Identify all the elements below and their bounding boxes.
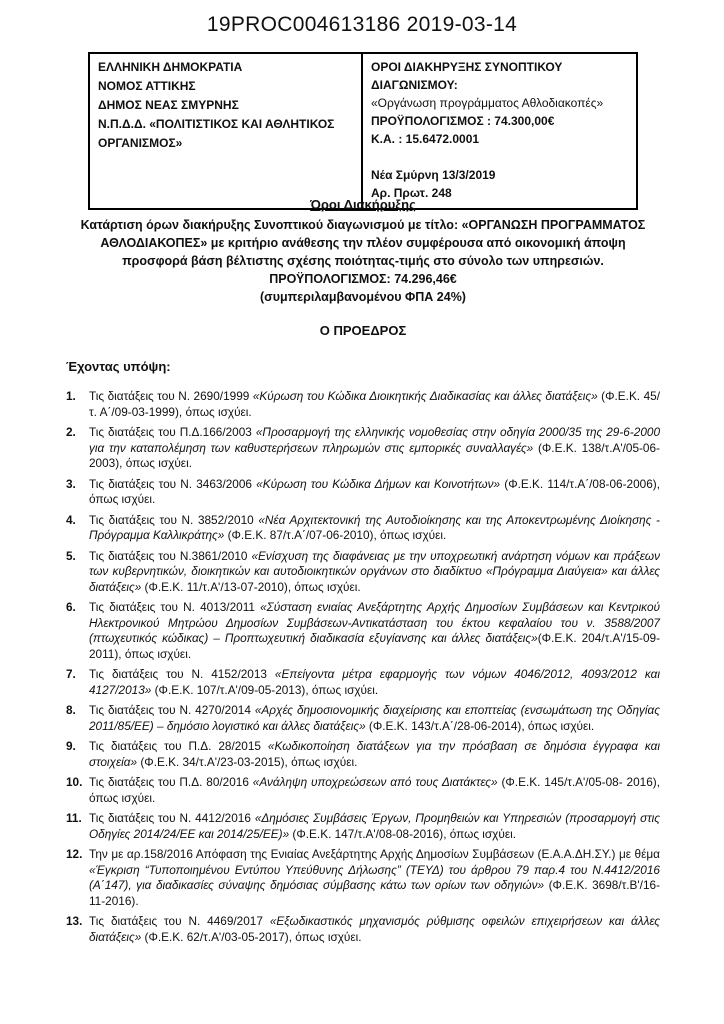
president-heading: Ο ΠΡΟΕΔΡΟΣ [319,323,407,338]
list-item [66,739,660,770]
list-item [66,389,660,420]
list-item-text [89,703,660,734]
list-item [66,425,660,472]
list-item [66,847,660,909]
text-segment: (Φ.Ε.Κ. 11/τ.Α'/13-07-2010), όπως ισχύει. [141,579,361,594]
list-item-number: 11. [66,811,82,825]
document-body [66,197,660,950]
list-item-text [89,549,660,596]
text-segment: Τις διατάξεις του Ν. 3463/2006 [89,476,257,491]
text-segment: Τις διατάξεις του Ν. 3852/2010 [89,512,259,527]
list-item [66,914,660,945]
header-line: Ν.Π.Δ.Δ. «ΠΟΛΙΤΙΣΤΙΚΟΣ ΚΑΙ ΑΘΛΗΤΙΚΟΣ ΟΡΓΑΝΙΣΜΟΣ» [98,117,335,150]
text-segment: Τις διατάξεις του Ν. 4270/2014 [89,703,255,717]
text-segment: (Φ.Ε.Κ. 143/τ.Α΄/28-06-2014), όπως ισχύει. [365,718,595,733]
text-segment: (Φ.Ε.Κ. 107/τ.Α'/09-05-2013), όπως ισχύει. [151,682,379,697]
list-item-number: 2. [66,425,76,439]
list-item-text [89,667,660,698]
list-item-number: 10. [66,775,83,789]
header-line: ΝΟΜΟΣ ΑΤΤΙΚΗΣ [98,79,196,93]
header-line: ΔΗΜΟΣ ΝΕΑΣ ΣΜΥΡΝΗΣ [98,98,239,112]
list-item [66,811,660,842]
law-title-segment: «Εξωδικαστικός μηχανισμός ρύθμισης οφειλών επιχειρήσεων και άλλες διατάξεις» [89,914,660,944]
list-item-text [89,775,660,806]
list-item-text [89,513,660,544]
list-item-number: 3. [66,476,76,491]
text-segment: Τις διατάξεις του Π.Δ. 80/2016 [89,775,253,789]
text-segment: (Φ.Ε.Κ. 62/τ.Α'/03-05-2017), όπως ισχύει. [141,929,362,944]
issuer-cell [90,54,361,208]
text-segment: (Φ.Ε.Κ. 45/τ. Α΄/09-03-1999), όπως ισχύει. [89,389,660,419]
text-segment: Τις διατάξεις του Π.Δ. 28/2015 [89,739,268,753]
law-title-segment: «Νέα Αρχιτεκτονική της Αυτοδιοίκησης και της Αποκεντρωμένης Διοίκησης - Πρόγραμμα Καλλικράτης» [89,512,660,542]
text-segment: (Φ.Ε.Κ. 204/τ.Α'/15-09-2011), όπως ισχύει. [89,631,661,661]
list-item [66,600,660,662]
text-segment: Τις διατάξεις του Ν.3861/2010 [89,548,252,563]
list-item-text [89,914,660,945]
text-segment: (Φ.Ε.Κ. 147/τ.Α'/08-08-2016), όπως ισχύει. [289,826,516,841]
list-item [66,477,660,508]
header-line [371,148,628,166]
list-item [66,775,660,806]
document-id-title: 19PROC004613186 2019-03-14 [206,13,518,36]
list-item-number: 6. [66,600,76,614]
list-item-number: 13. [66,914,83,928]
list-item-text [89,425,660,472]
list-item-text [89,811,660,842]
having-regard-label: Έχοντας υπόψη: [66,359,171,374]
list-item-number: 1. [66,389,76,403]
header-line: ΕΛΛΗΝΙΚΗ ΔΗΜΟΚΡΑΤΙΑ [98,60,243,74]
header-line: ΟΡΟΙ ΔΙΑΚΗΡΥΞΗΣ ΣΥΝΟΠΤΙΚΟΥ ΔΙΑΓΩΝΙΣΜΟΥ: [371,60,563,92]
list-item-text [89,389,660,420]
law-title-segment: «Ενίσχυση της διαφάνειας με την υποχρεωτική ανάρτηση νόμων και πράξεων των κυβερνητικών, διοικητικών και αυτοδιοικητικών οργάνων στο διαδίκτυο «Πρόγραμμα Διαύγεια» και άλλες διατάξεις» [89,548,661,594]
text-segment: Τις διατάξεις του Ν. 4469/2017 [89,914,270,928]
list-item-text [89,600,660,662]
list-item-text [89,739,660,770]
law-title-segment: «Κωδικοποίηση διατάξεων για την πρόσβαση σε δημόσια έγγραφα και στοιχεία» [89,739,660,769]
header-line: ΠΡΟΫΠΟΛΟΓΙΣΜΟΣ : 74.300,00€ [371,114,555,128]
header-table [88,52,638,210]
list-item-number: 12. [66,847,83,861]
vat-line: (συμπεριλαμβανομένου ΦΠΑ 24%) [260,290,466,304]
list-item-text [89,477,660,508]
intro-paragraph: Κατάρτιση όρων διακήρυξης Συνοπτικού διαγωνισμού με τίτλο: «ΟΡΓΑΝΩΣΗ ΠΡΟΓΡΑΜΜΑΤΟΣ ΑΘΛΟΔΙΑΚΟΠΕΣ» με κριτήριο ανάθεσης την πλέον συμφέρουσα από οικονομική άποψη προσφορά βάση βέλτιστης σχέσης ποιότητας-τιμής στο σύνολο των υπηρεσιών. [80,218,646,268]
law-title-segment: «Προσαρμογή της ελληνικής νομοθεσίας στην οδηγία 2000/35 της 29-6-2000 για την καταπολέμηση των καθυστερήσεων πληρωμών στις εμπορικές συναλλαγές» [89,425,660,455]
list-item [66,703,660,734]
list-item-text [89,847,660,909]
text-segment: Τις διατάξεις του Ν. 4412/2016 [89,811,255,825]
list-item-number: 8. [66,703,76,717]
text-segment: (Φ.Ε.Κ. 114/τ.Α΄/08-06-2006), όπως ισχύει. [89,476,660,506]
budget-line: ΠΡΟΫΠΟΛΟΓΙΣΜΟΣ: 74.296,46€ [269,272,457,286]
law-title-segment: «Σύσταση ενιαίας Ανεξάρτητης Αρχής Δημοσίων Συμβάσεων και Κεντρικού Ηλεκτρονικού Μητρώου Δημοσίων Συμβάσεων-Αντικατάσταση του έκτου κεφαλαίου του ν. 3588/2007 (πτωχευτικός κώδικας) – Προπτωχευτική διαδικασία εξυγίανσης και άλλες διατάξεις» [89,600,660,645]
list-item [66,549,660,596]
text-segment: Τις διατάξεις του Ν. 4013/2011 [89,600,261,614]
list-item-number: 7. [66,667,76,681]
law-title-segment: «Ανάληψη υποχρεώσεων από τους Διατάκτες» [252,775,498,789]
law-title-segment: «Έγκριση “Τυποποιημένου Εντύπου Υπεύθυνης Δήλωσης” (ΤΕΥΔ) του άρθρου 79 παρ.4 του Ν.4412/2016 (Α΄147), για διαδικασίες σύναψης δημόσιας σύμβασης κάτω των ορίων των οδηγιών» [89,862,660,892]
text-segment: (Φ.Ε.Κ. 138/τ.Α'/05-06-2003), όπως ισχύει. [89,440,660,470]
list-item-number: 4. [66,512,76,527]
notice-details-cell [361,54,636,208]
text-segment: (Φ.Ε.Κ. 34/τ.Α'/23-03-2015), όπως ισχύει. [137,754,358,769]
text-segment: Τις διατάξεις του Π.Δ.166/2003 [89,425,256,439]
law-title-segment: «Επείγοντα μέτρα εφαρμογής των νόμων 4046/2012, 4093/2012 και 4127/2013» [89,667,660,697]
header-line: Αρ. Πρωτ. 248 [371,186,452,200]
law-title-segment: «Αρχές δημοσιονομικής διαχείρισης και εποπτείας (ενσωμάτωση της Οδηγίας 2011/85/ΕΕ) – δημόσιο λογιστικό και άλλες διατάξεις» [89,703,660,733]
text-segment: (Φ.Ε.Κ. 3698/τ.Β'/16-11-2016). [89,878,660,908]
header-line: Κ.Α. : 15.6472.0001 [371,132,480,146]
text-segment: Τις διατάξεις του Ν. 4152/2013 [89,667,275,681]
header-line: Νέα Σμύρνη 13/3/2019 [371,168,496,182]
list-item [66,513,660,544]
text-segment: (Φ.Ε.Κ. 87/τ.Α΄/07-06-2010), όπως ισχύει. [224,528,447,542]
section-heading: Όροι Διακήρυξης [310,197,416,212]
list-item-number: 9. [66,739,76,753]
law-title-segment: «Δημόσιες Συμβάσεις Έργων, Προμηθειών και Υπηρεσιών (προσαρμογή στις Οδηγίες 2014/24/ΕΕ και 2014/25/ΕΕ)» [89,811,660,841]
list-item [66,667,660,698]
legal-references-list [66,389,660,945]
law-title-segment: «Κύρωση του Κώδικα Διοικητικής Διαδικασίας και άλλες διατάξεις» [252,389,598,403]
list-item-number: 5. [66,548,76,563]
text-segment: Τις διατάξεις του Ν. 2690/1999 [89,389,253,403]
header-line: «Οργάνωση προγράμματος Αθλοδιακοπές» [371,96,604,110]
law-title-segment: «Κύρωση του Κώδικα Δήμων και Κοινοτήτων» [256,476,501,491]
text-segment: Την με αρ.158/2016 Απόφαση της Ενιαίας Ανεξάρτητης Αρχής Δημοσίων Συμβάσεων (Ε.Α.Α.ΔΗ.ΣΥ.) με θέμα [89,847,660,861]
text-segment: (Φ.Ε.Κ. 145/τ.Α'/05-08- 2016), όπως ισχύει. [89,775,660,805]
